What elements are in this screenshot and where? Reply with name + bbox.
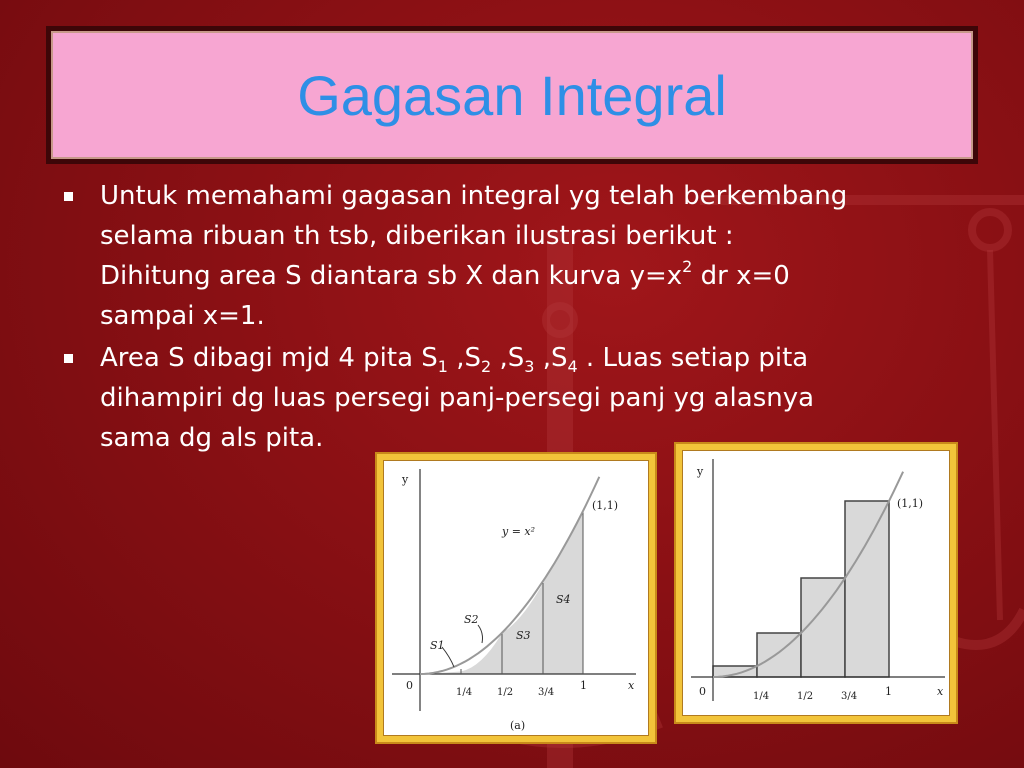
figure-b-x-label: x (937, 685, 944, 698)
bullet2-line1-b: . Luas setiap pita (577, 343, 809, 373)
figure-b-tick-4: 1 (885, 685, 892, 698)
bullet2-line1-a: Area S dibagi mjd 4 pita S (100, 343, 438, 373)
figure-b-tick-1: 1/4 (753, 691, 770, 702)
figure-b-plot (683, 451, 951, 717)
figure-b (682, 450, 950, 716)
bullet-square-icon (64, 354, 73, 363)
figure-a-tick-2: 1/2 (497, 687, 514, 698)
strip-label-s1: S1 (430, 639, 445, 652)
bullet2-line3: sama dg als pita. (100, 423, 324, 453)
figure-a-y-label: y (402, 473, 409, 486)
strip-label-s4: S4 (556, 593, 571, 606)
title-box (51, 31, 973, 159)
bullet-list (60, 176, 970, 460)
figure-a-frame (375, 452, 657, 744)
separator-1: ,S (447, 343, 482, 373)
figure-b-frame (674, 442, 958, 724)
separator-3: ,S (534, 343, 568, 373)
bullet1-line4: sampai x=1. (100, 301, 265, 331)
figure-b-tick-3: 3/4 (841, 691, 858, 702)
bullet1-line2: selama ribuan th tsb, diberikan ilustrasi berikut : (100, 221, 734, 251)
figure-a-tick-1: 1/4 (456, 687, 473, 698)
figure-a (383, 460, 649, 736)
bullet1-line3-a: Dihitung area S diantara sb X dan kurva y=x (100, 261, 683, 291)
subscript-3: 3 (524, 357, 535, 376)
figure-b-point-label: (1,1) (897, 497, 924, 510)
subscript-2: 2 (481, 357, 492, 376)
bullet2-line2: dihampiri dg luas persegi panj-persegi panj yg alasnya (100, 383, 815, 413)
separator-2: ,S (491, 343, 525, 373)
bullet1-line3-b: dr x=0 (692, 261, 790, 291)
strip-label-s3: S3 (516, 629, 531, 642)
figure-b-y-label: y (697, 465, 704, 478)
figure-a-tick-3: 3/4 (538, 687, 555, 698)
subscript-4: 4 (567, 357, 578, 376)
approx-rectangle-4 (845, 501, 889, 677)
exponent: 2 (682, 257, 693, 276)
title-frame (46, 26, 978, 164)
rectangles-group (713, 501, 889, 677)
figure-b-tick-2: 1/2 (797, 691, 814, 702)
bullet-item-2 (60, 338, 970, 458)
figure-a-tick-4: 1 (580, 679, 587, 692)
figure-a-point-label: (1,1) (592, 499, 619, 512)
figure-a-origin: 0 (406, 679, 413, 692)
figure-a-curve-label: y = x² (502, 525, 536, 538)
slide-title: Gagasan Integral (297, 63, 727, 127)
pointer-s2 (478, 625, 483, 643)
figure-a-x-label: x (628, 679, 635, 692)
figure-b-origin: 0 (699, 685, 706, 698)
bullet-item-1 (60, 176, 970, 336)
subscript-1: 1 (437, 357, 448, 376)
figure-a-caption: (a) (510, 719, 526, 732)
bullet-square-icon (64, 192, 73, 201)
approx-rectangle-1 (713, 666, 757, 677)
pointer-s1 (442, 647, 454, 667)
strip-label-s2: S2 (464, 613, 479, 626)
bullet1-line1: Untuk memahami gagasan integral yg telah berkembang (100, 181, 848, 211)
figure-a-plot (384, 461, 650, 737)
